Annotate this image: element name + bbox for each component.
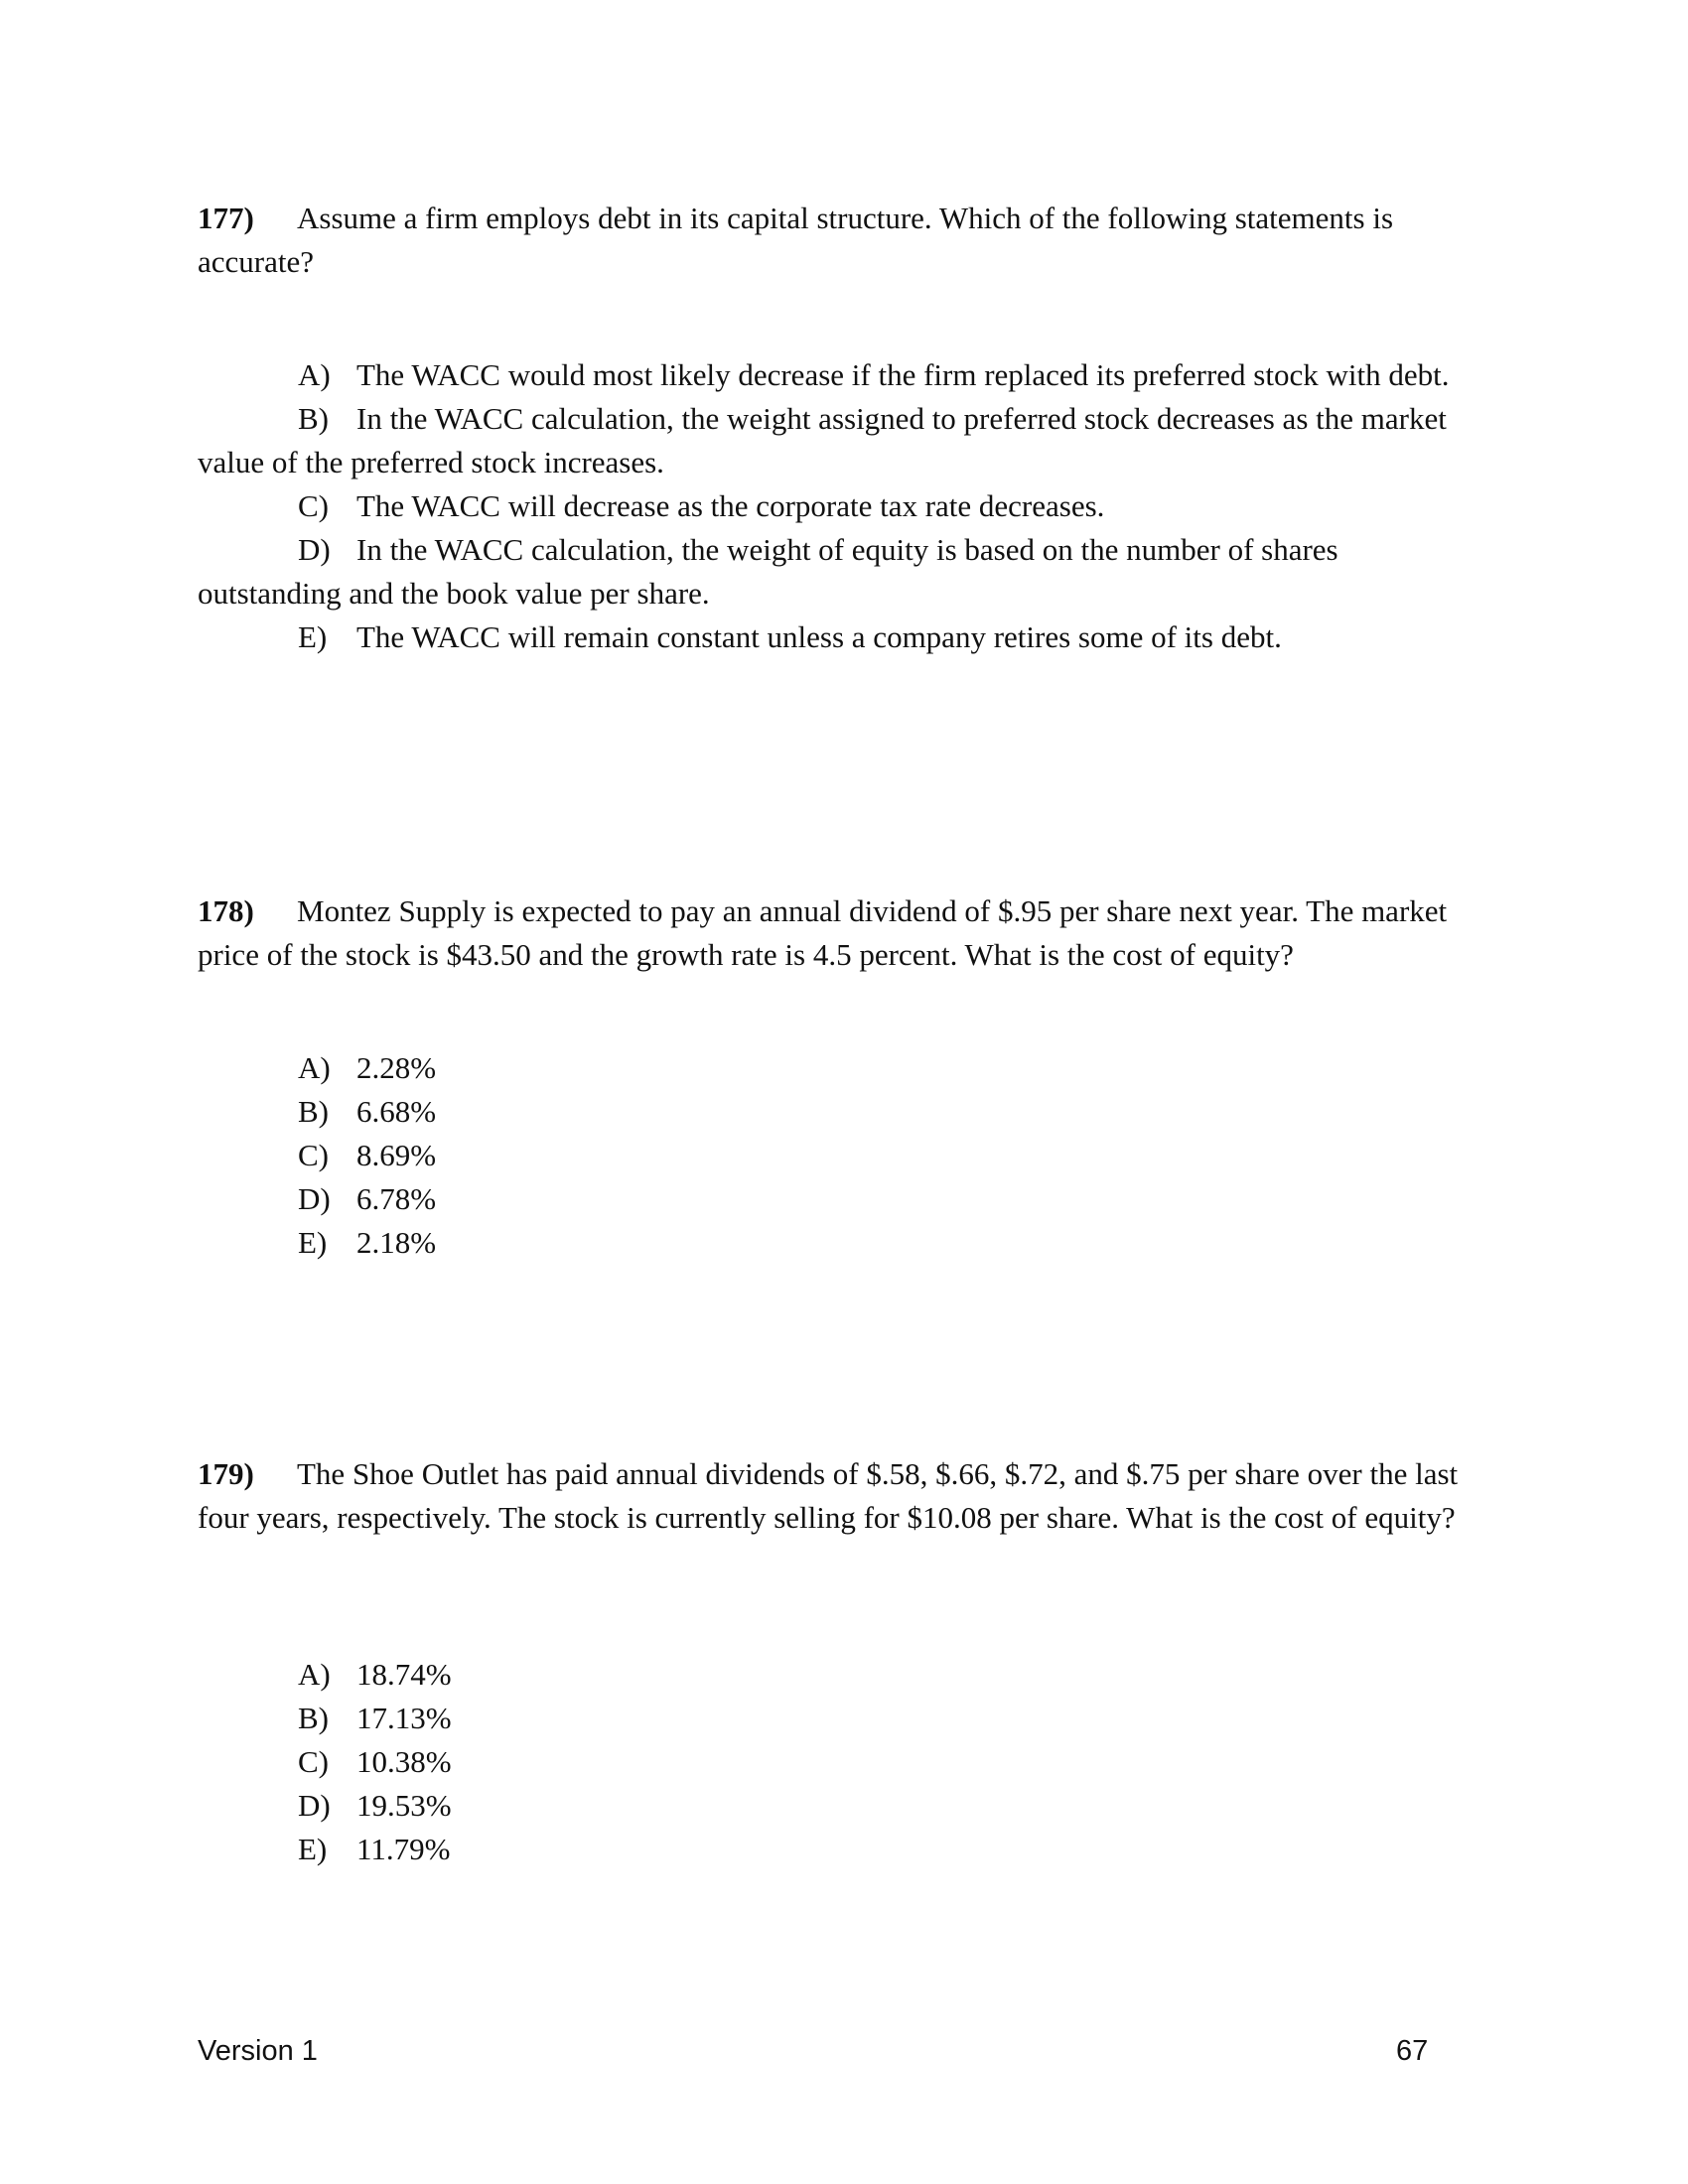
question-text: Assume a firm employs debt in its capital structure. Which of the following statements is accurate? xyxy=(198,201,1394,279)
option-letter: B) xyxy=(298,401,329,436)
option-text: The WACC will decrease as the corporate tax rate decreases. xyxy=(356,488,1105,523)
question-178-options xyxy=(198,1046,1488,1265)
option-letter: E) xyxy=(298,1225,328,1260)
option-text: 19.53% xyxy=(356,1788,452,1823)
question-177-stem xyxy=(198,197,1488,284)
question-text: The Shoe Outlet has paid annual dividends of $.58, $.66, $.72, and $.75 per share over the last four years, respectively. The stock is currently selling for $10.08 per share. What is the cost of equity? xyxy=(198,1456,1459,1535)
option-text: 2.28% xyxy=(356,1050,437,1085)
option-c xyxy=(198,1740,1488,1784)
option-text: 17.13% xyxy=(356,1701,452,1735)
option-text: The WACC will remain constant unless a company retires some of its debt. xyxy=(356,619,1282,654)
option-d xyxy=(198,1784,1488,1828)
option-text: In the WACC calculation, the weight of equity is based on the number of shares outstanding and the book value per share. xyxy=(198,532,1338,611)
question-179-options xyxy=(198,1653,1488,1871)
option-letter: E) xyxy=(298,1832,328,1866)
question-178-stem xyxy=(198,889,1488,977)
option-c xyxy=(198,484,1488,528)
option-text: 6.78% xyxy=(356,1181,437,1216)
question-number: 179) xyxy=(198,1456,254,1491)
option-letter: D) xyxy=(298,1181,331,1216)
option-a xyxy=(198,1653,1488,1697)
option-letter: B) xyxy=(298,1701,329,1735)
option-a xyxy=(198,353,1488,397)
option-letter: C) xyxy=(298,1744,329,1779)
question-number: 177) xyxy=(198,201,254,235)
option-letter: D) xyxy=(298,1788,331,1823)
option-e xyxy=(198,1828,1488,1871)
option-letter: A) xyxy=(298,1050,331,1085)
question-177-options xyxy=(198,353,1488,659)
option-b xyxy=(198,1697,1488,1740)
option-text: The WACC would most likely decrease if the firm replaced its preferred stock with debt. xyxy=(356,357,1450,392)
option-letter: B) xyxy=(298,1094,329,1129)
question-text: Montez Supply is expected to pay an annual dividend of $.95 per share next year. The market price of the stock is $43.50 and the growth rate is 4.5 percent. What is the cost of equity? xyxy=(198,893,1448,972)
option-text: 10.38% xyxy=(356,1744,452,1779)
question-number: 178) xyxy=(198,893,254,928)
option-letter: E) xyxy=(298,619,328,654)
option-e xyxy=(198,615,1488,659)
option-text: 18.74% xyxy=(356,1657,452,1692)
footer-page-number: 67 xyxy=(1396,2035,1429,2067)
option-b xyxy=(198,1090,1488,1134)
option-text: 8.69% xyxy=(356,1138,437,1172)
option-e xyxy=(198,1221,1488,1265)
option-letter: A) xyxy=(298,1657,331,1692)
option-d xyxy=(198,528,1488,615)
option-letter: A) xyxy=(298,357,331,392)
option-text: 11.79% xyxy=(356,1832,451,1866)
option-text: In the WACC calculation, the weight assigned to preferred stock decreases as the market value of the preferred stock increases. xyxy=(198,401,1447,479)
option-b xyxy=(198,397,1488,484)
option-text: 6.68% xyxy=(356,1094,437,1129)
option-c xyxy=(198,1134,1488,1177)
option-letter: C) xyxy=(298,488,329,523)
question-179-stem xyxy=(198,1452,1488,1540)
option-d xyxy=(198,1177,1488,1221)
option-letter: D) xyxy=(298,532,331,567)
option-letter: C) xyxy=(298,1138,329,1172)
option-text: 2.18% xyxy=(356,1225,437,1260)
footer-version: Version 1 xyxy=(198,2035,318,2067)
option-a xyxy=(198,1046,1488,1090)
